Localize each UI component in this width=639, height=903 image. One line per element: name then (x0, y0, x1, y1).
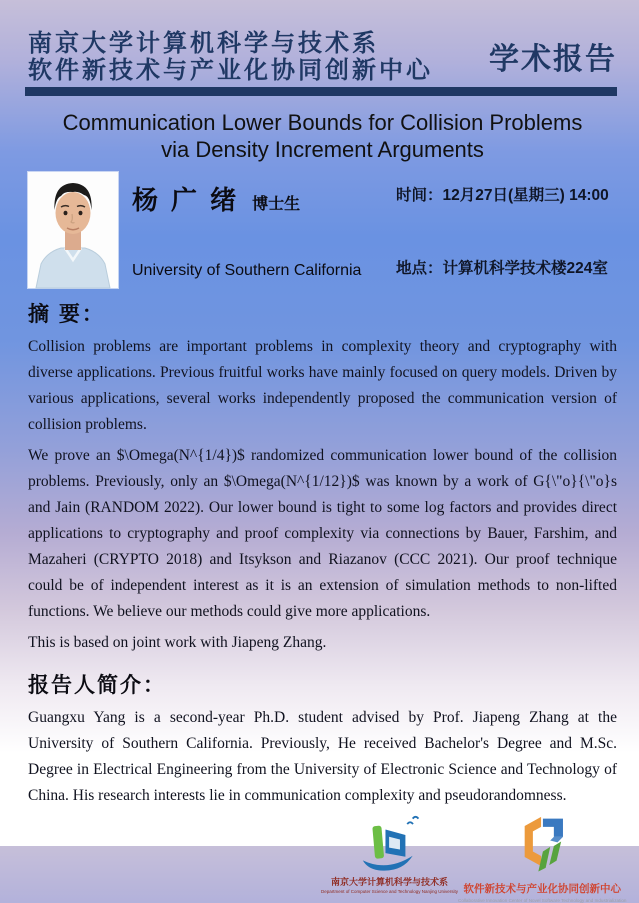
abstract-paragraph-3: This is based on joint work with Jiapeng Zhang. (28, 634, 327, 651)
header (28, 0, 617, 84)
org-name-line1: 南京大学计算机科学与技术系 (28, 30, 379, 57)
talk-title-line2: via Density Increment Arguments (161, 137, 484, 162)
bio-paragraph: Guangxu Yang is a second-year Ph.D. student advised by Prof. Jiapeng Zhang at the University of Southern California. Previously, He received Bachelor's Degree and M.Sc. Degree in Electrical Engineering from the University of Electronic Science and Technology of China. His research interests lie in communication complexity and pseudorandomness. (28, 709, 617, 804)
cs-dept-logo-subtitle: Department of Computer Science and Technology Nanjing University (321, 889, 458, 894)
innovation-center-logo-subtitle: Collaborative Innovation Center of Novel Software Technology and Industrialization (458, 898, 627, 903)
speaker-role: 博士生 (252, 196, 301, 213)
cs-dept-logo (321, 815, 458, 894)
speaker-name-row (132, 180, 396, 217)
speaker-affiliation: University of Southern California (132, 262, 362, 279)
bio-heading: 报告人简介： (28, 674, 166, 697)
abstract-paragraph-2: We prove an $\Omega(N^{1/4})$ randomized communication lower bound of the collision problems. Previously, only an $\Omega(N^{1/12})$ was known by a work of G{\"o}{\"o}s and Jain (RANDOM 2022). Our lower bound is tight to some log factors and provides direct applications to cryptography and proof complexity via connections by Bauer, Farshim, and Mazaheri (CRYPTO 2018) and Itsykson and Riazanov (CCC 2021). Our proof technique could be of independent interest as it is an extension of simulation methods to non-lifted functions. We believe our methods could give more applications. (28, 447, 617, 620)
header-divider (25, 87, 617, 96)
innovation-center-logo-name: 软件新技术与产业化协同创新中心 (463, 883, 621, 895)
speaker-name: 杨 广 绪 (132, 186, 239, 216)
innovation-center-logo (458, 815, 626, 903)
footer-logos (321, 815, 627, 903)
event-type-label: 学术报告 (489, 43, 617, 76)
speaker-info (118, 172, 396, 288)
speaker-portrait-image (28, 172, 118, 288)
org-name-line2: 软件新技术与产业化协同创新中心 (28, 57, 433, 84)
org-name (28, 30, 433, 84)
abstract-heading: 摘 要： (28, 303, 105, 326)
innovation-center-logo-icon (517, 815, 567, 877)
abstract-paragraph-1: Collision problems are important problems in complexity theory and cryptography with diverse applications. Previous fruitful works have mainly focused on query models. Driven by various applications, several works independently proposed the communication version of collision problems. (28, 338, 617, 433)
talk-title-line1: Communication Lower Bounds for Collision Problems (62, 110, 583, 135)
cs-dept-logo-icon (358, 815, 422, 873)
speaker-section (28, 172, 617, 288)
speaker-photo (28, 172, 118, 288)
talk-time: 时间：12月27日(星期三) 14:00 (396, 187, 609, 204)
cs-dept-logo-name: 南京大学计算机科学与技术系 (330, 877, 448, 887)
talk-title (28, 109, 617, 163)
talk-location: 地点：计算机科学技术楼224室 (396, 260, 608, 277)
talk-meta (396, 172, 617, 288)
